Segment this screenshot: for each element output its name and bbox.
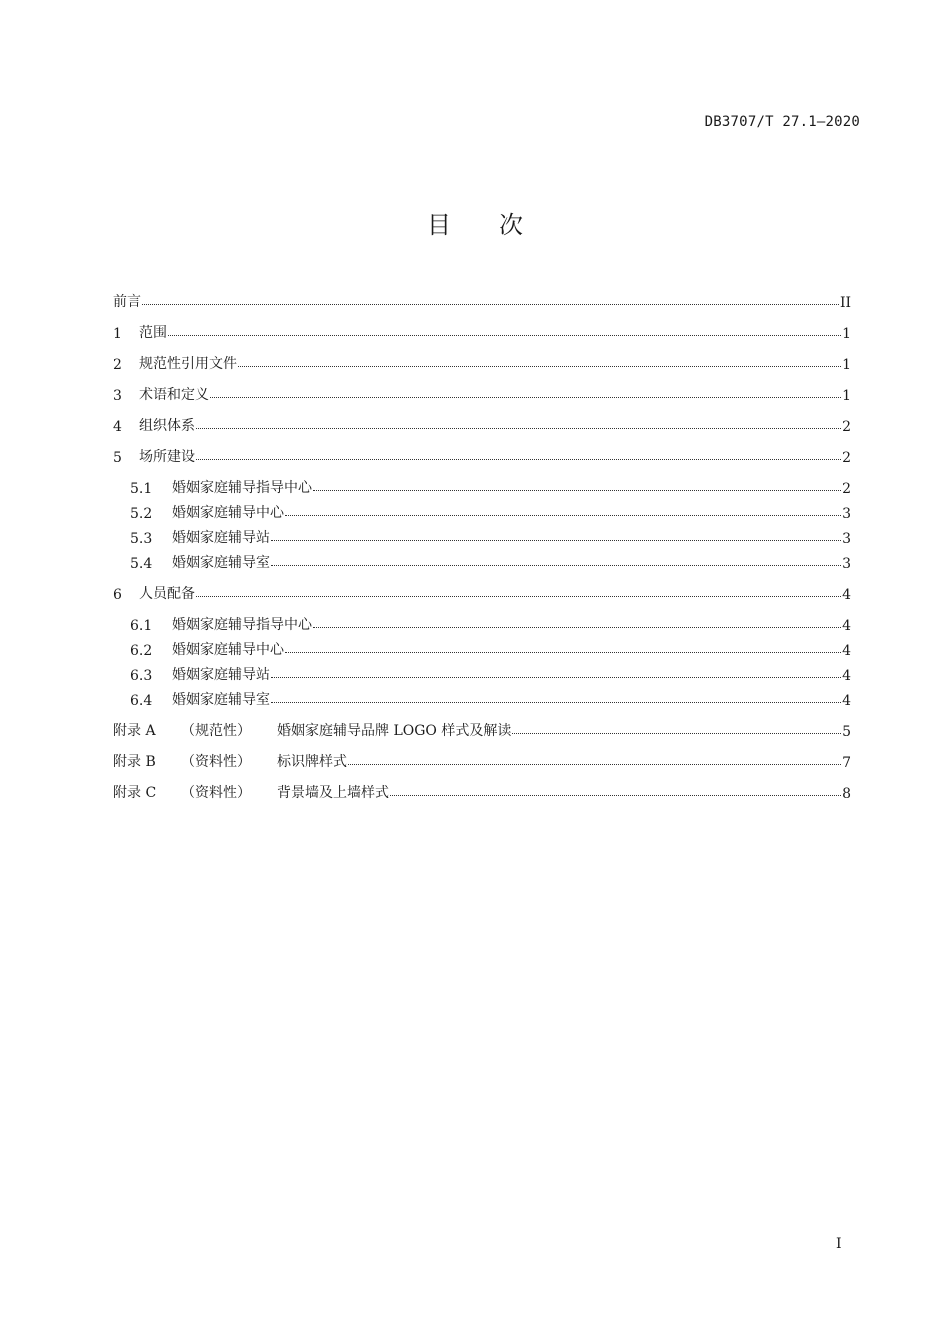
- toc-leader: [196, 427, 841, 429]
- toc-entry-page: 3: [842, 531, 851, 547]
- toc-title-part2: 次: [499, 211, 523, 239]
- toc-entry-appendix-c[interactable]: [113, 777, 851, 802]
- toc-entry-number: 6.4: [130, 693, 153, 709]
- toc-leader: [271, 676, 841, 678]
- toc-entry-4[interactable]: [113, 410, 851, 435]
- toc-entry-page: II: [839, 295, 851, 311]
- toc-entry-3[interactable]: [113, 379, 851, 404]
- toc-leader: [196, 458, 841, 460]
- toc-entry-page: 2: [842, 481, 851, 497]
- toc-entry-number: 6.2: [130, 643, 153, 659]
- toc-entry-number: 5.3: [130, 531, 153, 547]
- toc-leader: [142, 303, 839, 305]
- toc-entry-page: 7: [842, 755, 851, 771]
- toc-entry-number: 2: [113, 357, 122, 373]
- toc-entry-number: 5.1: [130, 481, 153, 497]
- toc-appendix-label: 附录 B: [113, 754, 156, 770]
- toc-entry-page: 1: [842, 357, 851, 373]
- toc-entry-title: 婚姻家庭辅导室: [172, 692, 270, 708]
- toc-entry-title: 婚姻家庭辅导指导中心: [172, 617, 312, 633]
- toc-entry-5-3[interactable]: [113, 522, 851, 547]
- toc-entry-page: 3: [842, 556, 851, 572]
- toc-entry-page: 4: [842, 643, 851, 659]
- toc-entry-title: 术语和定义: [139, 387, 209, 403]
- toc-entry-page: 4: [842, 618, 851, 634]
- toc-leader: [512, 732, 841, 734]
- toc-entry-6-3[interactable]: [113, 659, 851, 684]
- toc-entry-number: 5: [113, 450, 122, 466]
- document-code: DB3707/T 27.1—2020: [704, 114, 860, 130]
- toc-entry-number: 6.1: [130, 618, 153, 634]
- toc-entry-number: 6: [113, 587, 122, 603]
- toc-entry-page: 1: [842, 388, 851, 404]
- toc-entry-page: 4: [842, 668, 851, 684]
- toc-entry-number: 1: [113, 326, 122, 342]
- toc-entry-title: 婚姻家庭辅导品牌 LOGO 样式及解读: [277, 723, 512, 739]
- toc-entry-title: 人员配备: [139, 586, 195, 602]
- toc-leader: [196, 595, 841, 597]
- toc-title: [0, 205, 950, 240]
- toc-entry-appendix-b[interactable]: [113, 746, 851, 771]
- toc-entry-6-1[interactable]: [113, 609, 851, 634]
- toc-entry-number: 4: [113, 419, 122, 435]
- toc-entry-page: 1: [842, 326, 851, 342]
- toc-leader: [168, 334, 841, 336]
- toc-leader: [313, 626, 841, 628]
- toc-entry-page: 3: [842, 506, 851, 522]
- toc-entry-title: 婚姻家庭辅导站: [172, 667, 270, 683]
- toc-entry-number: 5.4: [130, 556, 153, 572]
- toc-entry-5-2[interactable]: [113, 497, 851, 522]
- toc-entry-page: 5: [842, 724, 851, 740]
- toc-entry-title: 规范性引用文件: [139, 356, 237, 372]
- footer-page-number: I: [836, 1236, 842, 1252]
- toc-entry-number: 3: [113, 388, 122, 404]
- toc-appendix-label: 附录 A: [113, 723, 156, 739]
- toc-entry-title: 场所建设: [139, 449, 195, 465]
- toc-entry-6-2[interactable]: [113, 634, 851, 659]
- toc-leader: [285, 514, 841, 516]
- toc-leader: [390, 794, 841, 796]
- toc-appendix-label: 附录 C: [113, 785, 157, 801]
- toc-entry-number: 5.2: [130, 506, 153, 522]
- toc-entry-2[interactable]: [113, 348, 851, 373]
- toc-entry-5-4[interactable]: [113, 547, 851, 572]
- toc-leader: [285, 651, 841, 653]
- toc-leader: [271, 564, 841, 566]
- toc-entry-appendix-a[interactable]: [113, 715, 851, 740]
- toc-entry-6-4[interactable]: [113, 684, 851, 709]
- toc-entry-title: 婚姻家庭辅导指导中心: [172, 480, 312, 496]
- toc-entry-title: 背景墙及上墙样式: [277, 785, 389, 801]
- toc-title-part1: 目: [427, 211, 451, 239]
- toc-leader: [271, 539, 841, 541]
- toc-appendix-type: （资料性）: [181, 785, 251, 801]
- toc-list: [113, 286, 851, 802]
- toc-entry-title: 前言: [113, 294, 141, 310]
- toc-leader: [313, 489, 841, 491]
- toc-entry-number: 6.3: [130, 668, 153, 684]
- toc-entry-page: 4: [842, 693, 851, 709]
- toc-leader: [238, 365, 841, 367]
- toc-entry-title: 婚姻家庭辅导站: [172, 530, 270, 546]
- toc-entry-5-1[interactable]: [113, 472, 851, 497]
- toc-entry-title: 婚姻家庭辅导室: [172, 555, 270, 571]
- toc-appendix-type: （规范性）: [181, 723, 251, 739]
- toc-entry-title: 婚姻家庭辅导中心: [172, 642, 284, 658]
- toc-entry-title: 标识牌样式: [277, 754, 347, 770]
- toc-entry-title: 婚姻家庭辅导中心: [172, 505, 284, 521]
- toc-entry-page: 4: [842, 587, 851, 603]
- toc-entry-title: 组织体系: [139, 418, 195, 434]
- toc-leader: [271, 701, 841, 703]
- toc-entry-foreword[interactable]: [113, 286, 851, 311]
- toc-entry-1[interactable]: [113, 317, 851, 342]
- toc-entry-5[interactable]: [113, 441, 851, 466]
- toc-leader: [210, 396, 841, 398]
- toc-entry-title: 范围: [139, 325, 167, 341]
- toc-entry-page: 8: [842, 786, 851, 802]
- toc-entry-6[interactable]: [113, 578, 851, 603]
- toc-appendix-type: （资料性）: [181, 754, 251, 770]
- toc-leader: [348, 763, 841, 765]
- toc-entry-page: 2: [842, 450, 851, 466]
- toc-entry-page: 2: [842, 419, 851, 435]
